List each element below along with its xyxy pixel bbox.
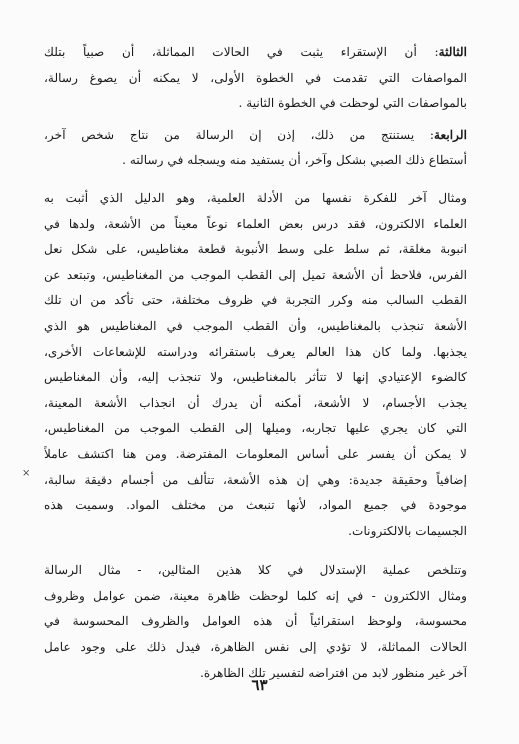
paragraph-lead: الثالثة	[438, 45, 467, 59]
text-line: أستطاع ذلك الصبي بشكل وآخر، أن يستفيد منه ويسجله في رسالته .	[122, 153, 467, 168]
text-line: موجودة في جميع المواد، لأنها تنبعث من مختلف المواد. وسميت هذه	[44, 498, 467, 513]
text-line: الأشعة تنجذب بالمغناطيس، وأن القطب الموجب في المغناطيس هو الذي	[44, 318, 467, 333]
text-line: انبوبة مغلقة، ثم سلط على وسط الأنبوبة قطعة مغناطيس، على شكل نعل	[44, 242, 467, 257]
paragraph-lead: الرابعة	[433, 127, 467, 142]
text-line: : أن الإستقراء يثبت في الحالات المماثلة، أن صبياً بتلك	[44, 45, 439, 59]
margin-mark: ×	[22, 468, 31, 479]
page-number: ٦٣	[251, 676, 268, 694]
text-line: كالضوء الإعتيادي إنها لا تتأثر بالمغناطيس، ولا تنجذب إليه، وأن المغناطيس	[44, 370, 467, 385]
text-line: ومثال الالكترون - في إنه كلما لوحظت ظاهرة معينة، ضمن عوامل وظروف	[44, 588, 467, 603]
text-line: الفرس، فلاحظ أن الأشعة تميل إلى القطب الموجب من المغناطيس، وتبتعد عن	[44, 267, 467, 282]
paragraph-summary	[44, 558, 467, 686]
text-line: لا يمكن أن يفسر على أساس المعلومات المفترضة. ومن هنا اكتشف عاملاً	[44, 446, 467, 461]
text-line: : يستنتج من ذلك، إذن إن الرسالة من نتاج شخص آخر،	[44, 127, 434, 142]
text-line: القطب السالب منه وكرر التجربة في ظروف مختلفة، حتى تأكد من ان تلك	[44, 293, 467, 308]
paragraph-third	[44, 40, 467, 117]
text-line: الحالات المماثلة، لا تؤدي إلى نفس الظاهرة، فيدل ذلك على وجود عامل	[44, 640, 467, 655]
text-line: العلماء الالكترون، فقد درس بعض العلماء نوعاً معيناً من الأشعة، ولدها في	[44, 216, 467, 231]
text-line: وتتلخص عملية الإستدلال في كلا هذين المثالين، - مثال الرسالة	[44, 563, 467, 578]
text-line: الجسيمات بالالكترونات.	[348, 523, 467, 538]
text-line: محسوسة، ولوحظ استقرائياً أن هذه العوامل والظروف المحسوسة في	[44, 614, 467, 629]
text-line: ومثال آخر للفكرة نفسها من الأدلة العلمية، وهو الدليل الذي أثبت به	[44, 190, 467, 205]
text-line: إضافياً وحقيقة جديدة: وهي إن هذه الأشعة، تتألف من أجسام دقيقة سالبة،	[44, 472, 467, 487]
paragraph-fourth	[44, 123, 467, 174]
text-line: التي كان يجري عليها تجاربه، وميلها إلى القطب الموجب من المغناطيس،	[44, 421, 467, 436]
text-line: آخر غير منظور لابد من افتراضه لتفسير تلك الظاهرة.	[200, 665, 467, 680]
text-line: بالمواصفات التي لوحظت في الخطوة الثانية .	[238, 96, 467, 111]
text-line: المواصفات التي تقدمت في الخطوة الأولى، لا يمكنه أن يصوغ رسالة،	[44, 70, 467, 85]
paragraph-example	[44, 186, 467, 544]
text-line: يجذب الأجسام، لا الأشعة، أمكنه أن يدرك أن انجذاب الأشعة المعينة،	[44, 395, 467, 410]
text-line: يجذبها. ولما كان هذا العالم يعرف باستقرائه ودراسته للإشعاعات الأخرى،	[44, 344, 467, 359]
